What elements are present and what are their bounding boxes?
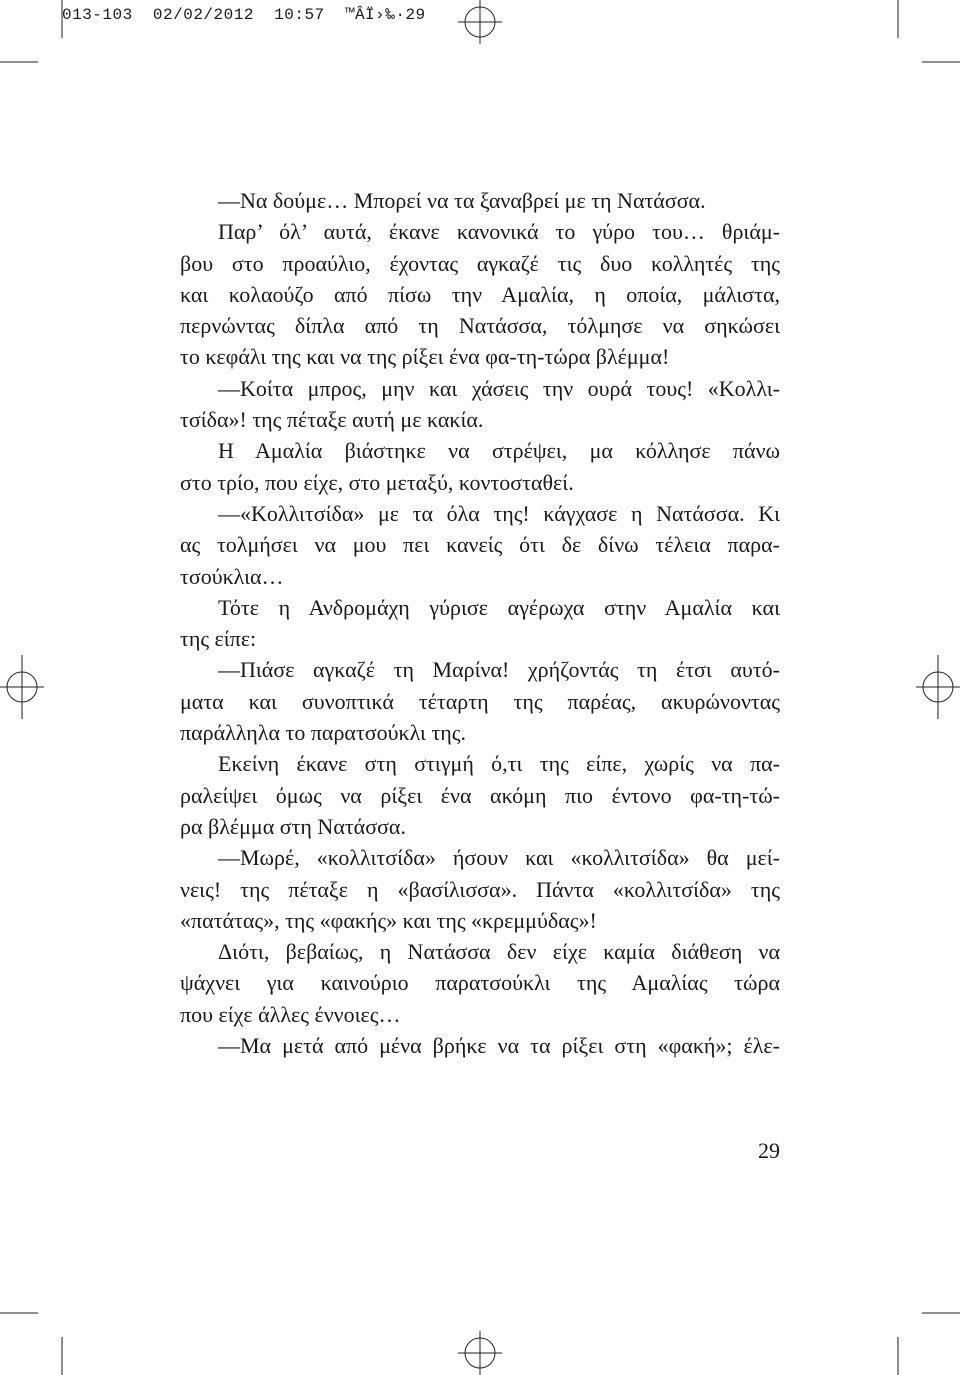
registration-mark bbox=[465, 7, 495, 37]
text-line: νεις! της πέταξε η «βασίλισσα». Πάντα «κολλιτσίδα» της bbox=[180, 876, 780, 902]
text-line: ας τολμήσει να μου πει κανείς ότι δε δίνω τέλεια παρα- bbox=[180, 532, 780, 558]
text-line: της είπε: bbox=[180, 626, 257, 652]
text-line: Εκείνη έκανε στη στιγμή ό,τι της είπε, χωρίς να πα- bbox=[218, 751, 780, 777]
text-line: ρα βλέμμα στη Νατάσσα. bbox=[180, 813, 406, 839]
registration-mark bbox=[7, 672, 37, 702]
text-line: Η Αμαλία βιάστηκε να στρέψει, μα κόλλησε πάνω bbox=[218, 438, 780, 464]
text-line: Διότι, βεβαίως, η Νατάσσα δεν είχε καμία διάθεση να bbox=[218, 939, 780, 965]
text-line: —Κοίτα μπρος, μην και χάσεις την ουρά τους! «Κολλι- bbox=[218, 375, 780, 401]
text-line: —«Κολλιτσίδα» με τα όλα της! κάγχασε η Νατάσσα. Κι bbox=[218, 500, 780, 526]
text-line: —Πιάσε αγκαζέ τη Μαρίνα! χρήζοντάς τη έτσι αυτό- bbox=[218, 657, 780, 683]
page-number: 29 bbox=[758, 1138, 780, 1163]
registration-mark bbox=[465, 1338, 495, 1368]
text-line: βου στο προαύλιο, έχοντας αγκαζέ τις δυο κολλητές της bbox=[180, 250, 780, 276]
text-line: παράλληλα το παρατσούκλι της. bbox=[180, 720, 467, 746]
text-line: και κολαούζο από πίσω την Αμαλία, η οποία, μάλιστα, bbox=[180, 281, 780, 307]
text-line: —Μωρέ, «κολλιτσίδα» ήσουν και «κολλιτσίδα» θα μεί- bbox=[218, 845, 780, 871]
text-line: το κεφάλι της και να της ρίξει ένα φα-τη-τώρα βλέμμα! bbox=[180, 344, 670, 370]
text-line: ραλείψει όμως να ρίξει ένα ακόμη πιο έντονο φα-τη-τώ- bbox=[180, 782, 780, 808]
print-slug: 013-103 02/02/2012 10:57 ™ÂÏ›‰·29 bbox=[62, 6, 426, 24]
text-line: —Μα μετά από μένα βρήκε να τα ρίξει στη «φακή»; έλε- bbox=[218, 1033, 780, 1059]
registration-mark bbox=[923, 672, 953, 702]
text-line: «πατάτας», της «φακής» και της «κρεμμύδας»! bbox=[180, 907, 597, 933]
text-line: τσούκλια… bbox=[180, 563, 284, 589]
text-line: ματα και συνοπτικά τέταρτη της παρέας, ακυρώνοντας bbox=[180, 688, 780, 714]
text-line: Τότε η Ανδρομάχη γύρισε αγέρωχα στην Αμαλία και bbox=[218, 594, 780, 620]
text-line: περνώντας δίπλα από τη Νατάσσα, τόλμησε να σηκώσει bbox=[180, 313, 780, 339]
text-line: ψάχνει για καινούριο παρατσούκλι της Αμαλίας τώρα bbox=[180, 970, 780, 996]
text-line: που είχε άλλες έννοιες… bbox=[180, 1001, 401, 1027]
text-line: τσίδα»! της πέταξε αυτή με κακία. bbox=[180, 407, 484, 433]
text-line: —Να δούμε… Μπορεί να τα ξαναβρεί με τη Νατάσσα. bbox=[218, 188, 706, 213]
text-line: στο τρίο, που είχε, στο μεταξύ, κοντοσταθεί. bbox=[180, 469, 574, 495]
text-line: Παρ’ όλ’ αυτά, έκανε κανονικά το γύρο του… θριάμ- bbox=[218, 219, 780, 245]
body-text bbox=[180, 185, 780, 1061]
